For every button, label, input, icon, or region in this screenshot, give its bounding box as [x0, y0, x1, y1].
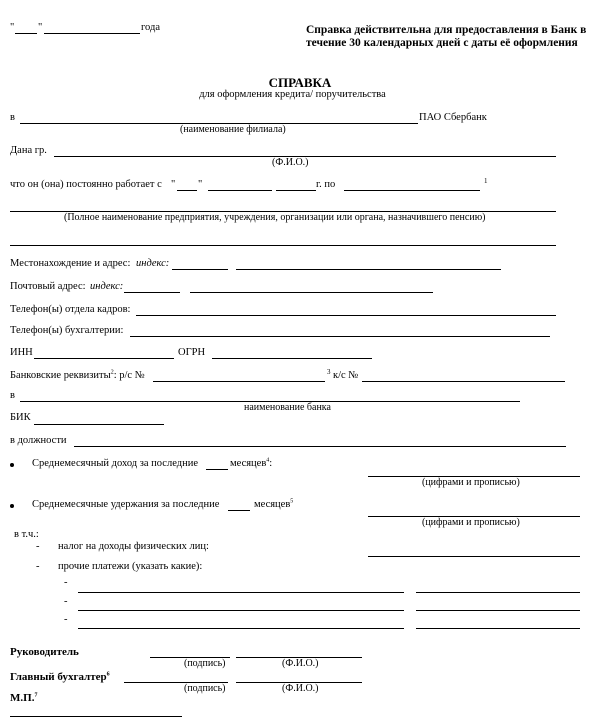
inn-field[interactable] — [34, 358, 174, 359]
bullet-icon — [10, 463, 14, 467]
stamp-label — [10, 692, 37, 704]
dash-marker: - — [64, 614, 68, 625]
other-payment-amount-field-2[interactable] — [416, 610, 580, 611]
avg-deductions-caption: (цифрами и прописью) — [422, 517, 520, 528]
employer-name-field-2[interactable] — [10, 245, 556, 246]
works-since-to-label: г. по — [316, 179, 336, 190]
date-day-field[interactable] — [15, 33, 37, 34]
bank-in-prefix: в — [10, 390, 15, 401]
head-name-caption: (Ф.И.О.) — [282, 658, 319, 669]
ogrn-field[interactable] — [212, 358, 372, 359]
head-label: Руководитель — [10, 646, 79, 658]
avg-income-text: Среднемесячный доход за последние — [32, 458, 198, 469]
bank-name: ПАО Сбербанк — [419, 112, 487, 123]
accounting-phone-field[interactable] — [130, 336, 550, 337]
branch-caption: (наименование филиала) — [180, 124, 286, 135]
stamp-text: М.П. — [10, 692, 35, 704]
avg-income-caption: (цифрами и прописью) — [422, 477, 520, 488]
location-address-field[interactable] — [236, 269, 501, 270]
other-payment-name-field-3[interactable] — [78, 628, 404, 629]
other-payment-amount-field-1[interactable] — [416, 592, 580, 593]
validity-note: Справка действительна для предоставления в Банк в течение 30 календарных дней с даты её оформления — [306, 24, 587, 49]
corr-account-label: к/с № — [333, 370, 359, 381]
postal-label: Почтовый адрес: — [10, 281, 86, 292]
bank-prefix: в — [10, 112, 15, 123]
avg-deductions-label: Среднемесячные удержания за последние — [32, 499, 220, 510]
chief-accountant-name-caption: (Ф.И.О.) — [282, 683, 319, 694]
footnote-2: 2 — [110, 369, 114, 376]
position-label: в должности — [10, 435, 67, 446]
date-year-word: года — [141, 22, 160, 33]
stamp-line[interactable] — [10, 716, 182, 717]
dash-marker: - — [36, 541, 40, 552]
inn-label: ИНН — [10, 347, 33, 358]
document-title: СПРАВКА — [268, 75, 332, 90]
employer-caption: (Полное наименование предприятия, учреждения, организации или органа, назначившего пенсию) — [64, 212, 486, 223]
issued-to-label: Дана гр. — [10, 145, 47, 156]
avg-deductions-months-field[interactable] — [228, 510, 250, 511]
avg-income-label — [32, 458, 198, 470]
footnote-7: 7 — [34, 692, 38, 699]
postal-address-field[interactable] — [190, 292, 433, 293]
account-label: : р/с № — [113, 370, 145, 381]
hr-phone-label: Телефон(ы) отдела кадров: — [10, 304, 131, 315]
other-payments-label: прочие платежи (указать какие): — [58, 561, 203, 572]
avg-deductions-months-text: месяцев — [254, 499, 291, 510]
postal-index-label: индекс: — [90, 281, 124, 292]
other-payment-amount-field-3[interactable] — [416, 628, 580, 629]
avg-income-months-text: месяцев — [230, 458, 267, 469]
head-signature-caption: (подпись) — [184, 658, 226, 669]
footnote-1: 1 — [484, 177, 488, 185]
ogrn-label: ОГРН — [178, 347, 206, 358]
income-tax-label: налог на доходы физических лиц: — [58, 541, 209, 552]
avg-income-months-field[interactable] — [206, 469, 228, 470]
footnote-6: 6 — [106, 671, 110, 678]
works-until-field[interactable] — [344, 190, 480, 191]
location-index-label: индекс: — [136, 258, 170, 269]
bank-name-caption: наименование банка — [244, 402, 331, 413]
dash-marker: - — [64, 577, 68, 588]
date-quote-close: " — [38, 22, 43, 33]
works-since-label: что он (она) постоянно работает с — [10, 179, 162, 190]
works-since-day-field[interactable] — [177, 190, 197, 191]
bik-label: БИК — [10, 412, 31, 423]
other-payment-name-field-2[interactable] — [78, 610, 404, 611]
full-name-caption: (Ф.И.О.) — [272, 157, 309, 168]
avg-income-colon: : — [269, 458, 273, 469]
chief-accountant-label — [10, 671, 110, 683]
bank-details-label — [10, 370, 145, 382]
position-field[interactable] — [74, 446, 566, 447]
works-since-quote-open: " — [171, 179, 176, 190]
bik-field[interactable] — [34, 424, 164, 425]
other-payment-name-field-1[interactable] — [78, 592, 404, 593]
bank-details-text: Банковские реквизиты — [10, 370, 111, 381]
income-tax-field[interactable] — [368, 556, 580, 557]
works-since-quote-close: " — [198, 179, 203, 190]
account-number-field[interactable] — [153, 381, 325, 382]
footnote-4: 4 — [266, 457, 270, 464]
postal-index-field[interactable] — [124, 292, 180, 293]
corr-account-field[interactable] — [362, 381, 565, 382]
bullet-icon — [10, 504, 14, 508]
avg-deductions-months-label — [254, 499, 293, 511]
footnote-5: 5 — [290, 498, 294, 505]
location-index-field[interactable] — [172, 269, 228, 270]
location-label: Местонахождение и адрес: — [10, 258, 131, 269]
date-quote-open: " — [10, 22, 15, 33]
accounting-phone-label: Телефон(ы) бухгалтерии: — [10, 325, 124, 336]
chief-accountant-signature-caption: (подпись) — [184, 683, 226, 694]
works-since-year-field[interactable] — [276, 190, 316, 191]
chief-accountant-text: Главный бухгалтер — [10, 671, 107, 683]
hr-phone-field[interactable] — [136, 315, 556, 316]
including-label: в т.ч.: — [14, 529, 39, 540]
footnote-3: 3 — [327, 368, 331, 376]
document-subtitle: для оформления кредита/ поручительства — [199, 89, 386, 100]
date-month-field[interactable] — [44, 33, 140, 34]
avg-income-months-label — [230, 458, 272, 470]
works-since-month-field[interactable] — [208, 190, 272, 191]
dash-marker: - — [64, 596, 68, 607]
dash-marker: - — [36, 561, 40, 572]
